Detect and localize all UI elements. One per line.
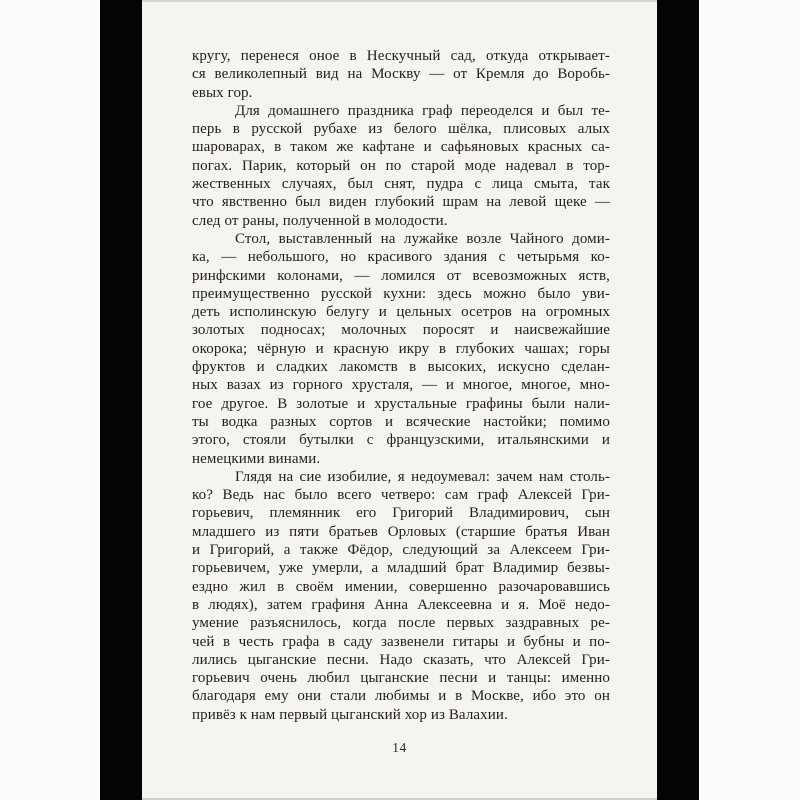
text-line: чей в честь графа в саду зазвенели гитары и бубны и по-: [192, 633, 610, 650]
text-line: евых гор.: [192, 84, 253, 101]
text-line: и Григорий, а также Фёдор, следующий за Алексеем Гри-: [192, 542, 610, 559]
page-edge-right-strip: [657, 0, 699, 800]
text-line: перь в русской рубахе из белого шёлка, плисовых алых: [192, 121, 610, 138]
text-line: деть исполинскую белугу и цельных осетров на огромных: [192, 304, 610, 321]
text-line: фруктов и сладких лакомств в высоких, искусно сделан-: [192, 359, 610, 376]
text-line: ринфскими колонами, — ломился от всевозможных яств,: [192, 267, 610, 284]
text-line: Для домашнего праздника граф переоделся и был те-: [235, 102, 610, 119]
text-line: погах. Парик, который он по старой моде надевал в тор-: [192, 157, 610, 174]
text-line: ка, — небольшого, но красивого здания с четырьмя ко-: [192, 249, 610, 266]
text-line: благодаря ему они стали любимы и в Москве, ибо это он: [192, 688, 610, 705]
text-line: ко? Ведь нас было всего четверо: сам граф Алексей Гри-: [192, 487, 610, 504]
text-line: шароварах, в таком же кафтане и сафьяновых красных са-: [192, 139, 610, 156]
text-line: кругу, перенеся оное в Нескучный сад, откуда открывает-: [192, 48, 610, 64]
text-line: ездно жил в своём имении, совершенно разочаровавшись: [192, 578, 610, 595]
text-line: привёз к нам первый цыганский хор из Валахии.: [192, 706, 508, 723]
text-line: ся великолепный вид на Москву — от Кремля до Воробь-: [192, 66, 610, 83]
text-line: горьевич, племянник его Григорий Владимирович, сын: [192, 505, 610, 522]
page-text: [192, 47, 610, 724]
text-line: Глядя на сие изобилие, я недоумевал: зачем нам столь-: [235, 468, 610, 485]
text-line: преимущественно русской кухни: здесь можно было уви-: [192, 285, 610, 302]
text-line: окорока; чёрную и красную икру в глубоких чашах; горы: [192, 340, 610, 357]
text-line: след от раны, полученной в молодости.: [192, 212, 448, 229]
text-line: ных вазах из горного хрусталя, — и многое, многое, мно-: [192, 377, 610, 394]
text-line: этого, стояли бутылки с французскими, итальянскими и: [192, 432, 610, 449]
book-page: [142, 0, 657, 800]
page-number: 14: [392, 740, 407, 755]
text-line: Стол, выставленный на лужайке возле Чайного доми-: [235, 230, 610, 247]
text-line: гое другое. В золотые и хрустальные графины были нали-: [192, 395, 610, 412]
text-line: младшего из пяти братьев Орловых (старшие братья Иван: [192, 523, 610, 540]
text-line: горьевич очень любил цыганские песни и танцы: именно: [192, 670, 610, 687]
text-line: лились цыганские песни. Надо сказать, что Алексей Гри-: [192, 651, 610, 668]
text-line: в людях), затем графиня Анна Алексеевна и я. Моё недо-: [192, 596, 610, 613]
book-spine-left-strip: [100, 0, 142, 800]
text-line: умение разъяснилось, когда после первых заздравных ре-: [192, 615, 610, 632]
text-line: золотых подносах; молочных поросят и наисвежайшие: [192, 322, 610, 339]
text-line: горьевичем, уже умерли, а младший брат Владимир безвы-: [192, 560, 610, 577]
text-line: что явственно был виден глубокий шрам на левой щеке —: [192, 194, 610, 211]
text-line: немецкими винами.: [192, 450, 321, 467]
text-line: ты водка разных сортов и всяческие настойки; помимо: [192, 413, 610, 430]
text-line: жественных случаях, был снят, пудра с лица смыта, так: [192, 176, 610, 193]
